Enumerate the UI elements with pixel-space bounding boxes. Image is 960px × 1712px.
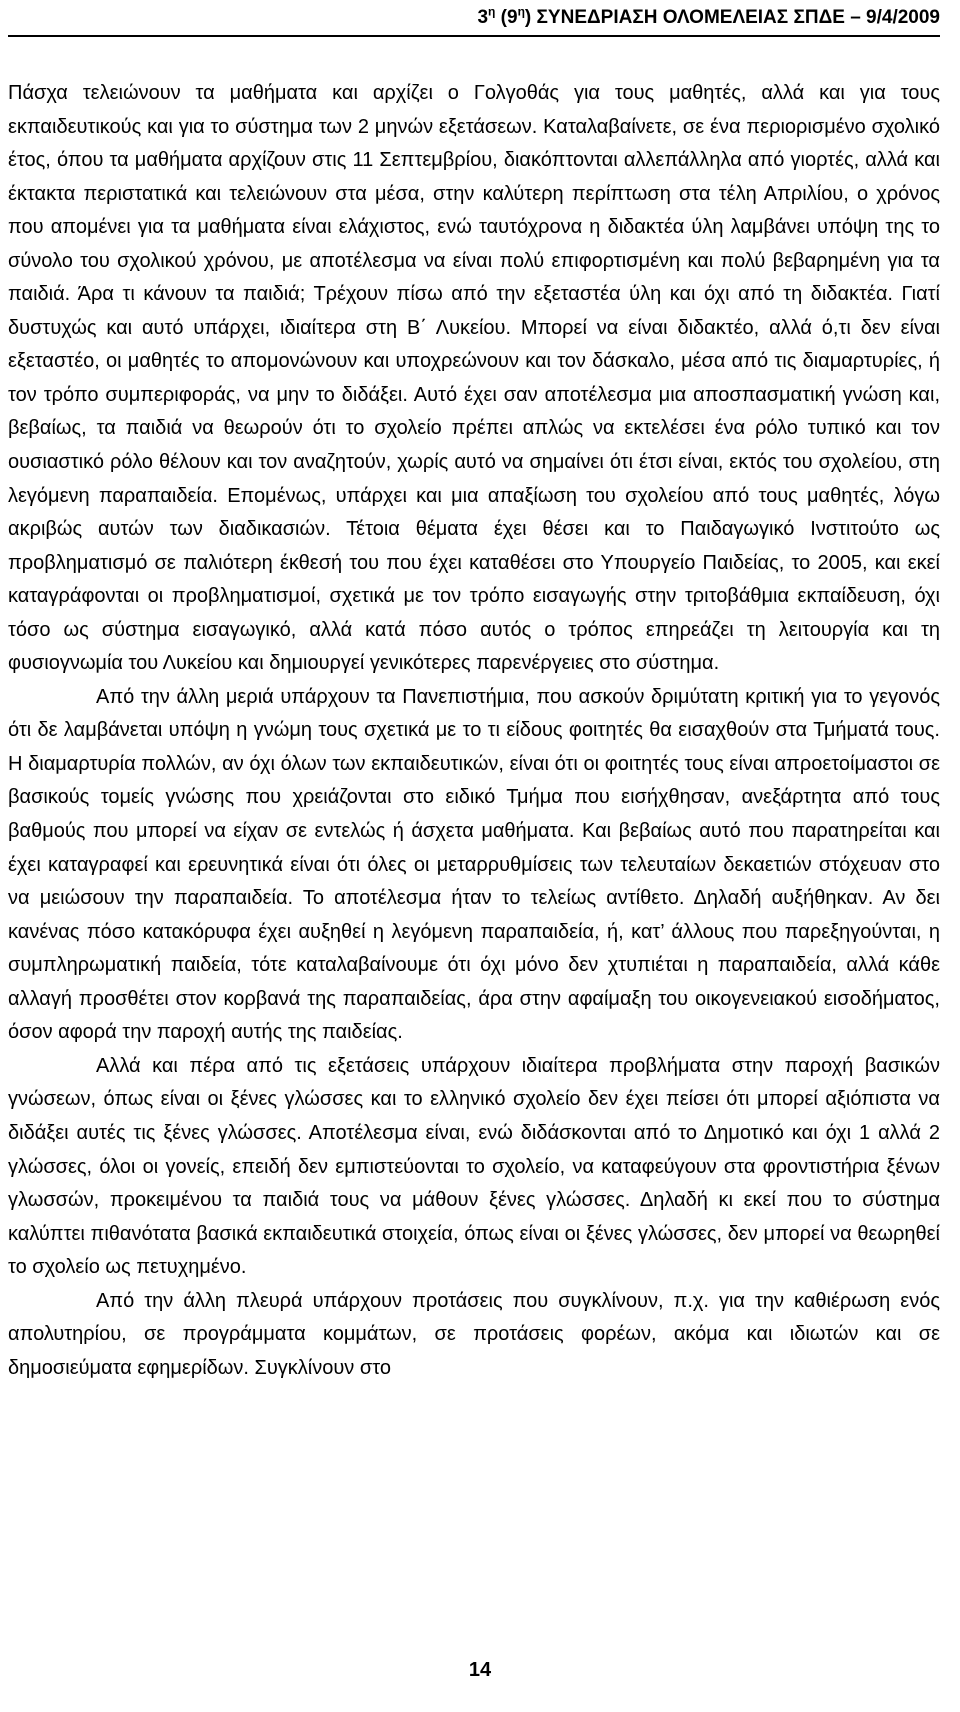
- paragraph: Από την άλλη πλευρά υπάρχουν προτάσεις που συγκλίνουν, π.χ. για την καθιέρωση ενός απολυτηρίου, σε προγράμματα κομμάτων, σε προτάσεις φορέων, ακόμα και ιδιωτών και σε δημοσιεύματα εφημερίδων. Συγκλίνουν στο: [8, 1289, 940, 1379]
- paragraph: Από την άλλη μεριά υπάρχουν τα Πανεπιστήμια, που ασκούν δριμύτατη κριτική για το γεγονός ότι δε λαμβάνεται υπόψη η γνώμη τους σχετικά με το τι είδους φοιτητές θα εισαχθούν στα Τμήματά τους. Η διαμαρτυρία πολλών, αν όχι όλων των εκπαιδευτικών, είναι ότι οι φοιτητές τους είναι απροετοίμαστοι σε βασικούς τομείς γνώσης που χρειάζονται στο ειδικό Τμήμα που εισήχθησαν, ανεξάρτητα από τους βαθμούς που μπορεί να είχαν σε εντελώς ή άσχετα μαθήματα. Και βεβαίως αυτό που παρατηρείται και έχει καταγραφεί και ερευνητικά είναι ότι όλες οι μεταρρυθμίσεις των τελευταίων δεκαετιών στόχευαν στο να μειώσουν την παραπαιδεία. Το αποτέλεσμα ήταν το τελείως αντίθετο. Δηλαδή αυξήθηκαν. Αν δει κανένας πόσο κατακόρυφα έχει αυξηθεί η λεγόμενη παραπαιδεία, ή, κατ’ άλλους που παρεξηγούνται, η συμπληρωματική παιδεία, τότε καταλαβαίνουμε ότι όχι μόνο δεν χτυπιέται η παραπαιδεία, αλλά κάθε αλλαγή προσθέτει στον κορβανά της παραπαιδείας, άρα στην αφαίμαξη του οικογενειακού εισοδήματος, όσον αφορά την παροχή αυτής της παιδείας.: [8, 685, 940, 1044]
- session-number: 3: [477, 7, 489, 28]
- meeting-ordinal-suffix: η: [517, 4, 525, 19]
- page-header: [0, 6, 940, 30]
- document-body: [8, 77, 940, 1385]
- paragraph: Αλλά και πέρα από τις εξετάσεις υπάρχουν ιδιαίτερα προβλήματα στην παροχή βασικών γνώσεων, όπως είναι οι ξένες γλώσσες και το ελληνικό σχολείο δεν έχει πείσει ότι μπορεί αξιόπιστα να διδάξει αυτές τις ξένες γλώσσες. Αποτέλεσμα είναι, ενώ διδάσκονται από το Δημοτικό και όχι 1 αλλά 2 γλώσσες, όλοι οι γονείς, επειδή δεν εμπιστεύονται το σχολείο, να καταφεύγουν στα φροντιστήρια ξένων γλωσσών, προκειμένου τα παιδιά τους να μάθουν ξένες γλώσσες. Δηλαδή κι εκεί που το σύστημα καλύπτει πιθανότατα βασικά εκπαιδευτικά στοιχεία, όπως είναι οι ξένες γλώσσες, δεν μπορεί να θεωρηθεί το σχολείο ως πετυχημένο.: [8, 1054, 940, 1279]
- header-title: ) ΣΥΝΕΔΡΙΑΣΗ ΟΛΟΜΕΛΕΙΑΣ ΣΠΔΕ – 9/4/2009: [524, 7, 940, 28]
- paragraph: Πάσχα τελειώνουν τα μαθήματα και αρχίζει ο Γολγοθάς για τους μαθητές, αλλά και για τους εκπαιδευτικούς και για το σύστημα των 2 μηνών εξετάσεων. Καταλαβαίνετε, σε ένα περιορισμένο σχολικό έτος, όπου τα μαθήματα αρχίζουν στις 11 Σεπτεμβρίου, διακόπτονται αλλεπάλληλα από γιορτές, αλλά και έκτακτα περιστατικά και τελειώνουν στα μέσα, στην καλύτερη περίπτωση στα τέλη Απριλίου, ο χρόνος που απομένει για τα μαθήματα είναι ελάχιστος, ενώ ταυτόχρονα η διδακτέα ύλη λαμβάνει υπόψη της το σύνολο του σχολικού χρόνου, με αποτέλεσμα να είναι πολύ επιφορτισμένη και πολύ βεβαρημένη για τα παιδιά. Άρα τι κάνουν τα παιδιά; Τρέχουν πίσω από την εξεταστέα ύλη και όχι από τη διδακτέα. Γιατί δυστυχώς και αυτό υπάρχει, ιδιαίτερα στη Β΄ Λυκείου. Μπορεί να είναι διδακτέο, αλλά ό,τι δεν είναι εξεταστέο, οι μαθητές το απομονώνουν και υποχρεώνουν και τον δάσκαλο, μέσα από τις διαμαρτυρίες, ή τον τρόπο συμπεριφοράς, να μην το διδάξει. Αυτό έχει σαν αποτέλεσμα μια αποσπασματική γνώση και, βεβαίως, τα παιδιά να θεωρούν ότι το σχολείο πρέπει απλώς να εκτελέσει ένα ρόλο τυπικό και τον ουσιαστικό ρόλο θέλουν και τον αναζητούν, χωρίς αυτό να σημαίνει ότι έτσι είναι, εκτός του σχολείου, στη λεγόμενη παραπαιδεία. Επομένως, υπάρχει και μια απαξίωση του σχολείου από τους μαθητές, λόγω ακριβώς αυτών των διαδικασιών. Τέτοια θέματα έχει θέσει και το Παιδαγωγικό Ινστιτούτο ως προβληματισμό σε παλιότερη έκθεσή του που έχει καταθέσει στο Υπουργείο Παιδείας, το 2005, και εκεί καταγράφονται οι προβληματισμοί, σχετικά με τον τρόπο εισαγωγής στην τριτοβάθμια εκπαίδευση, όχι τόσο ως σύστημα εισαγωγικό, αλλά κατά πόσο αυτός ο τρόπος επηρεάζει τη λειτουργία και τη φυσιογνωμία του Λυκείου και δημιουργεί γενικότερες παρενέργειες στο σύστημα.: [8, 82, 940, 675]
- header-rule: [8, 35, 940, 37]
- meeting-number-open: (9: [495, 7, 518, 28]
- page-number: 14: [468, 1659, 492, 1681]
- session-ordinal-suffix: η: [488, 4, 496, 19]
